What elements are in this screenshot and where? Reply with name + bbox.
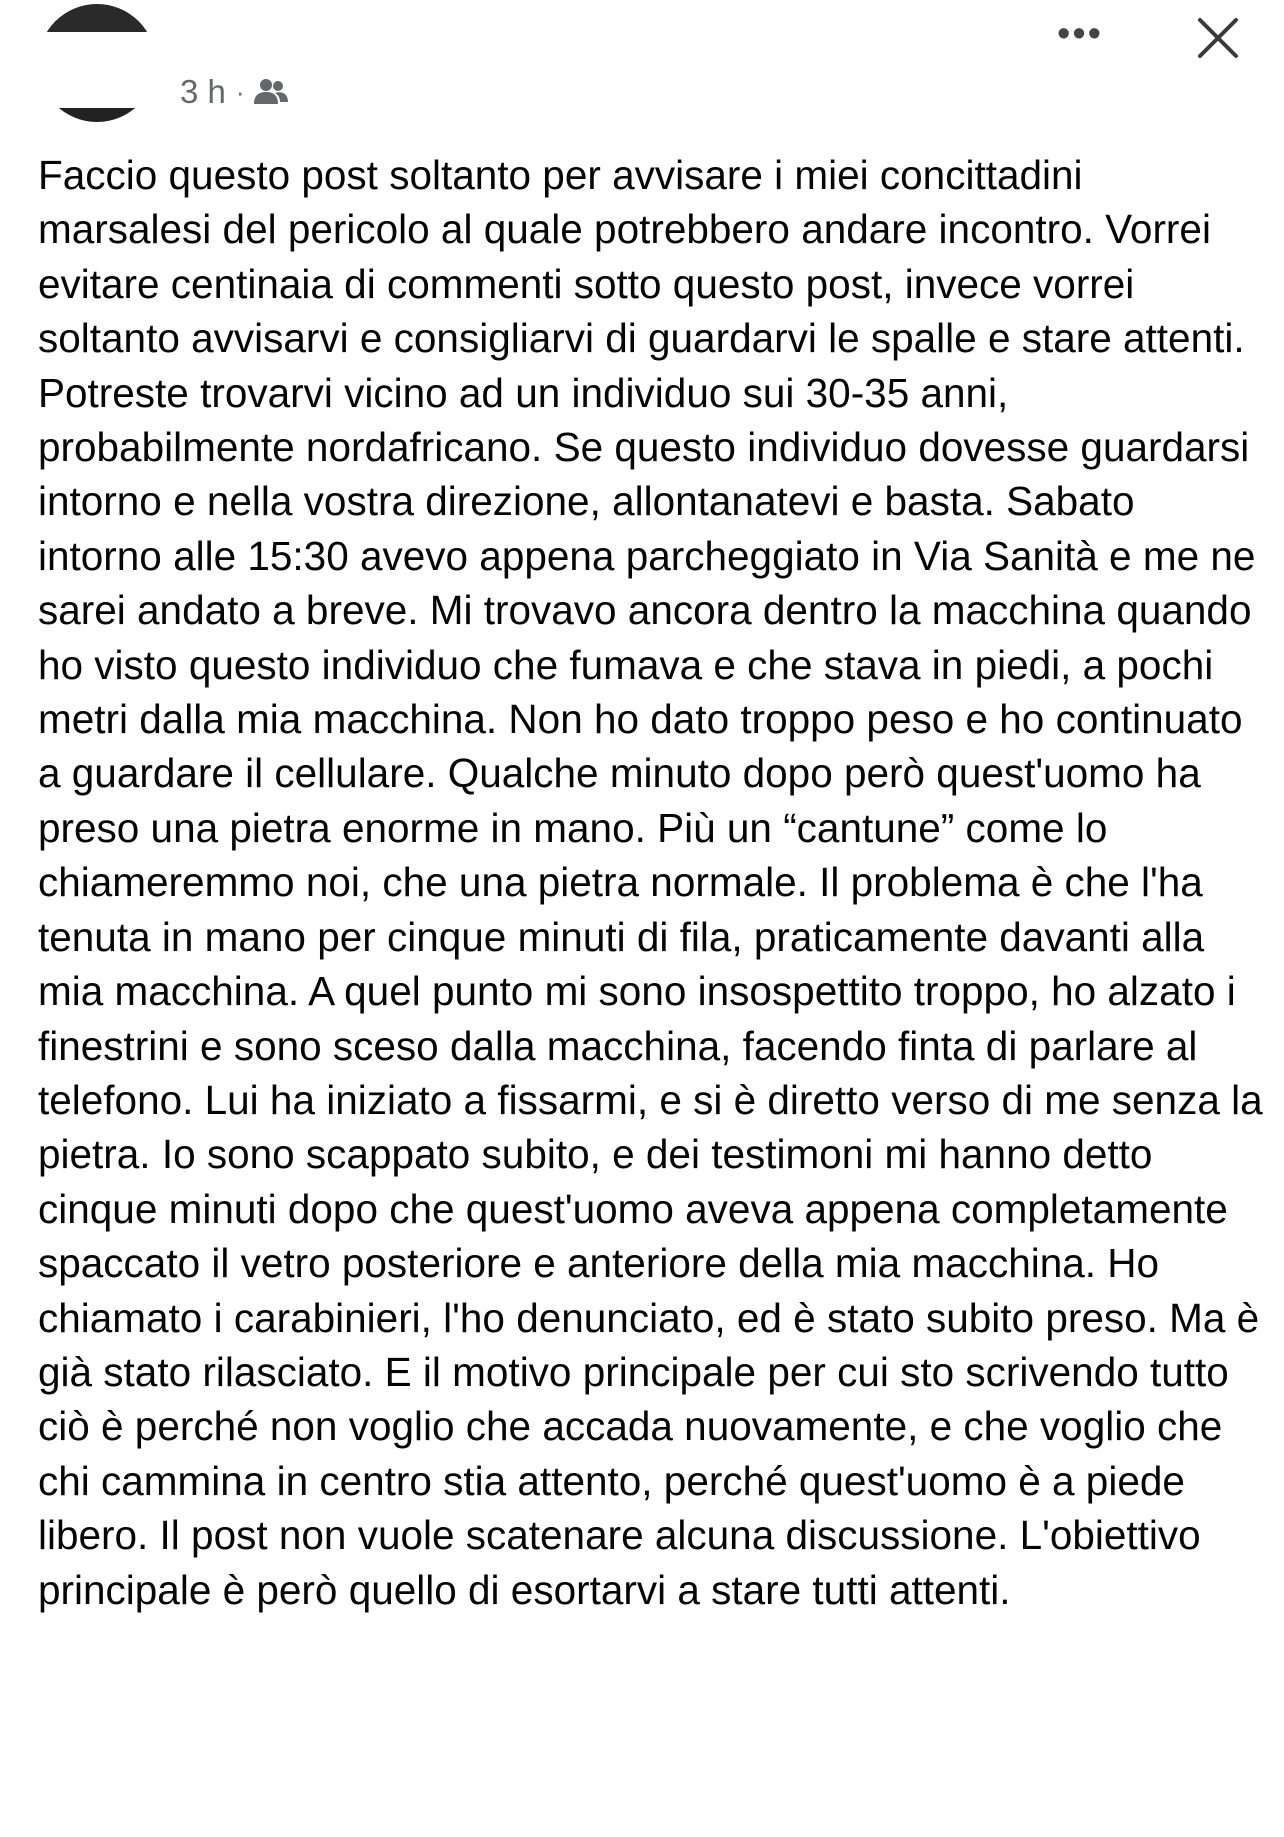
- friends-icon[interactable]: [253, 77, 289, 107]
- post-meta: [180, 72, 289, 112]
- close-button[interactable]: [1190, 10, 1246, 66]
- more-options-button[interactable]: [1048, 14, 1112, 54]
- meta-separator: ·: [235, 76, 245, 107]
- more-options-icon: •••: [1057, 12, 1103, 55]
- avatar[interactable]: [38, 4, 156, 122]
- avatar-image-top: [38, 4, 156, 32]
- post-text: Faccio questo post soltanto per avvisare i miei concittadini marsalesi del pericolo al quale potrebbero andare incontro. Vorrei evitare centinaia di commenti sotto questo post, invece vorrei soltanto avvisarvi e consigliarvi di guardarvi le spalle e stare attenti. Potreste trovarvi vicino ad un individuo sui 30-35 anni, probabilmente nordafricano. Se questo individuo dovesse guardarsi intorno e nella vostra direzione, allontanatevi e basta. Sabato intorno alle 15:30 avevo appena parcheggiato in Via Sanità e me ne sarei andato a breve. Mi trovavo ancora dentro la macchina quando ho visto questo individuo che fumava e che stava in piedi, a pochi metri dalla mia macchina. Non ho dato troppo peso e ho continuato a guardare il cellulare. Qualche minuto dopo però quest'uomo ha preso una pietra enorme in mano. Più un “cantune” come lo chiameremmo noi, che una pietra normale. Il problema è che l'ha tenuta in mano per cinque minuti di fila, praticamente davanti alla mia macchina. A quel punto mi sono insospettito troppo, ho alzato i finestrini e sono sceso dalla macchina, facendo finta di parlare al telefono. Lui ha iniziato a fissarmi, e si è diretto verso di me senza la pietra. Io sono scappato subito, e dei testimoni mi hanno detto cinque minuti dopo che quest'uomo aveva appena completamente spaccato il vetro posteriore e anteriore della mia macchina. Ho chiamato i carabinieri, l'ho denunciato, ed è stato subito preso. Ma è già stato rilasciato. E il motivo principale per cui sto scrivendo tutto ciò è perché non voglio che accada nuovamente, e che voglio che chi cammina in centro stia attento, perché quest'uomo è a piede libero. Il post non vuole scatenare alcuna discussione. L'obiettivo principale è però quello di esortarvi a stare tutti attenti.: [38, 152, 1263, 1613]
- post-timestamp[interactable]: 3 h: [180, 73, 226, 110]
- close-icon: [1197, 17, 1239, 59]
- avatar-image-bottom: [38, 108, 156, 122]
- post-header: [0, 0, 1284, 130]
